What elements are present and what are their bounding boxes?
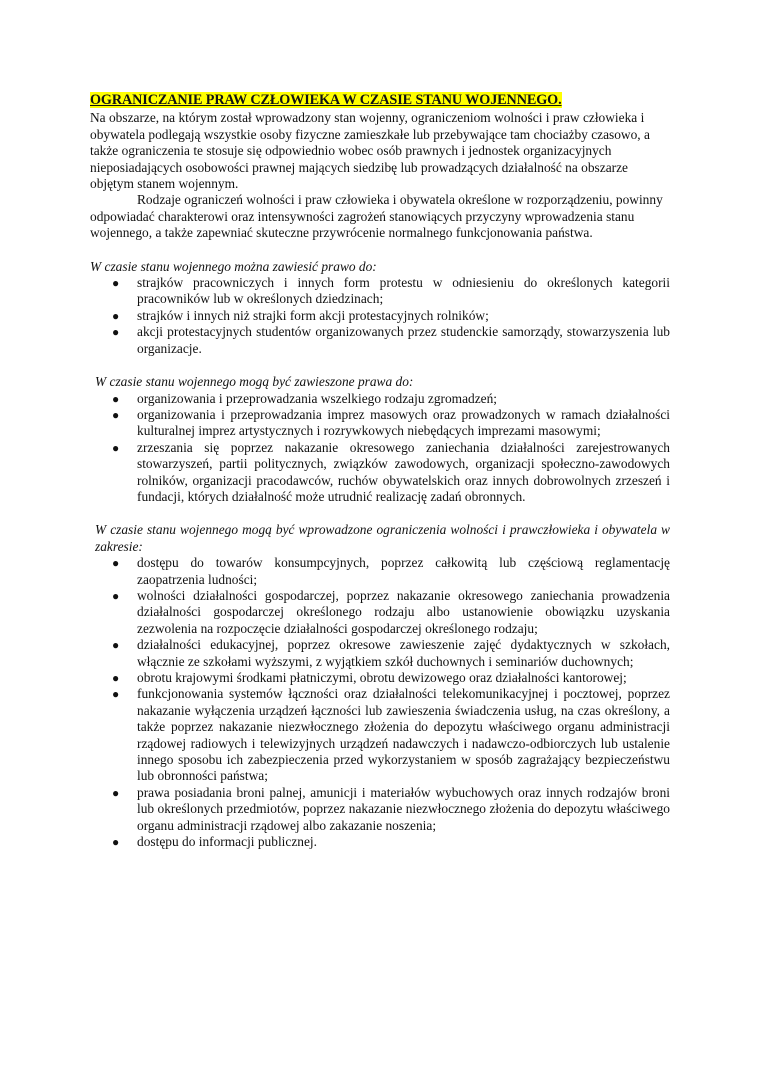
bullet-list xyxy=(90,275,670,357)
bullet-icon: ● xyxy=(112,556,120,571)
intro-paragraph-2: Rodzaje ograniczeń wolności i praw człowieka i obywatela określone w rozporządzeniu, powinny odpowiadać charakterowi oraz intensywności zagrożeń stanowiących przyczyny wprowadzenia stanu wojennego, a także zapewniać skuteczne przywrócenie normalnego funkcjonowania państwa. xyxy=(90,192,663,241)
intro-paragraph-1: Na obszarze, na którym został wprowadzony stan wojenny, ograniczeniom wolności i praw człowieka i obywatela podlegają wszystkie osoby fizyczne zamieszkałe lub przebywające tam chociażby czasowo, a także ograniczenia te stosuje się odpowiednio wobec osób prawnych i jednostek organizacyjnych nieposiadających osobowości prawnej mających siedzibę lub prowadzących działalność na obszarze objętym stanem wojennym. xyxy=(90,110,650,192)
bullet-icon: ● xyxy=(112,407,120,422)
bullet-icon: ● xyxy=(112,391,120,406)
list-item: ● zrzeszania się poprzez nakazanie okresowego zaniechania działalności zarejestrowanych stowarzyszeń, partii politycznych, związków zawodowych, organizacji społeczno-zawodowych rolników, organizacji pracodawców, ruchów obywatelskich oraz innych dobrowolnych zrzeszeń i fundacji, których działalność może utrudnić realizację zadań obronnych. xyxy=(112,439,670,504)
list-item: ● strajków pracowniczych i innych form protestu w odniesieniu do określonych kategorii pracowników lub w określonych dziedzinach; xyxy=(112,275,670,307)
bullet-icon: ● xyxy=(112,835,120,850)
document-page xyxy=(90,92,670,850)
list-item: ● wolności działalności gospodarczej, poprzez nakazanie okresowego zaniechania prowadzenia działalności gospodarczej określonego rodzaju albo ustanowienie obowiązku uzyskania zezwolenia na rozpoczęcie działalności gospodarczej określonego rodzaju; xyxy=(112,587,670,636)
bullet-icon: ● xyxy=(112,785,120,800)
list-item: ● funkcjonowania systemów łączności oraz działalności telekomunikacyjnej i pocztowej, poprzez nakazanie wyłączenia urządzeń łączności lub zawieszenia świadczenia usług, na czas określony, a także poprzez nakazanie niezwłocznego złożenia do depozytu właściwego organu administracji rządowej radiowych i telewizyjnych urządzeń nadawczych i nadawczo-odbiorczych lub ustalenie innego sposobu ich zabezpieczenia przed wykorzystaniem w sposób zagrażający bezpieczeństwu lub obronności państwa; xyxy=(112,686,670,784)
bullet-list xyxy=(90,555,670,850)
document-title: OGRANICZANIE PRAW CZŁOWIEKA W CZASIE STANU WOJENNEGO. xyxy=(90,92,562,108)
list-item: ● strajków i innych niż strajki form akcji protestacyjnych rolników; xyxy=(112,307,489,323)
bullet-list xyxy=(90,391,670,506)
title-line xyxy=(90,92,670,108)
bullet-icon: ● xyxy=(112,325,120,340)
section-heading: W czasie stanu wojennego można zawiesić prawo do: xyxy=(90,258,377,274)
list-item: ● akcji protestacyjnych studentów organizowanych przez studenckie samorządy, stowarzyszenia lub organizacje. xyxy=(112,324,670,356)
bullet-icon: ● xyxy=(112,276,120,291)
section-heading: W czasie stanu wojennego mogą być zawieszone prawa do: xyxy=(95,374,414,390)
section-heading: W czasie stanu wojennego mogą być wprowadzone ograniczenia wolności i prawczłowieka i obywatela w zakresie: xyxy=(95,522,670,554)
list-item: ● prawa posiadania broni palnej, amunicji i materiałów wybuchowych oraz innych rodzajów broni lub określonych przedmiotów, poprzez nakazanie niezwłocznego złożenia do depozytu właściwego organu administracji rządowej albo zakazanie noszenia; xyxy=(112,784,670,833)
section-suspend-right xyxy=(90,259,670,357)
list-item: ● organizowania i przeprowadzania wszelkiego rodzaju zgromadzeń; xyxy=(112,390,498,406)
bullet-icon: ● xyxy=(112,440,120,455)
bullet-icon: ● xyxy=(112,588,120,603)
bullet-icon: ● xyxy=(112,671,120,685)
list-item: ● obrotu krajowymi środkami płatniczymi, obrotu dewizowego oraz działalności kantorowej; xyxy=(112,670,627,685)
bullet-icon: ● xyxy=(112,638,120,653)
list-item: ● organizowania i przeprowadzania imprez masowych oraz prowadzonych w ramach działalności kulturalnej imprez artystycznych i rozrywkowych niebędących imprezami masowymi; xyxy=(112,406,670,439)
list-item: ● dostępu do towarów konsumpcyjnych, poprzez całkowitą lub częściową reglamentację zaopatrzenia ludności; xyxy=(112,555,670,587)
list-item: ● dostępu do informacji publicznej. xyxy=(112,834,317,850)
list-item: ● działalności edukacyjnej, poprzez okresowe zawieszenie zajęć dydaktycznych w szkołach, włącznie ze szkołami wyższymi, z wyjątkiem szkół duchownych i seminariów duchownych; xyxy=(112,637,670,669)
bullet-icon: ● xyxy=(112,687,120,702)
section-suspended-rights xyxy=(90,374,670,505)
bullet-icon: ● xyxy=(112,308,120,323)
section-restrictions xyxy=(90,522,670,850)
